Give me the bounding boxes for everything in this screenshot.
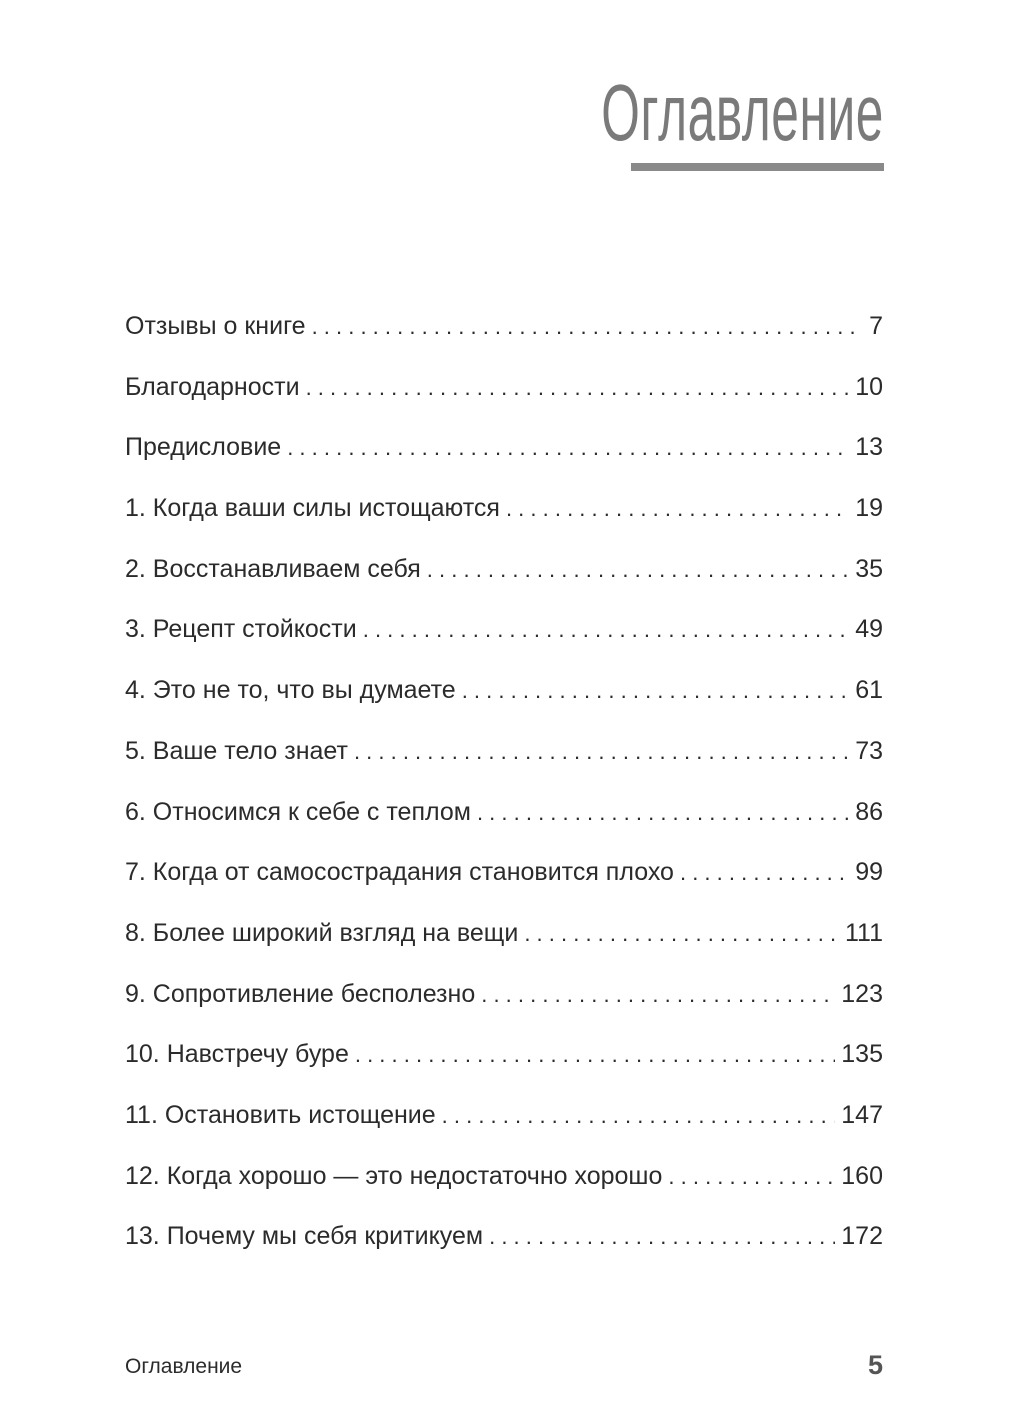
toc-entry-title: Отзывы о книге [125, 312, 306, 340]
toc-entry-title: 6. Относимся к себе с теплом [125, 797, 471, 826]
toc-entry-chapter-6[interactable] [125, 787, 883, 848]
toc-entry-foreword[interactable] [125, 422, 883, 483]
toc-entry-chapter-3[interactable] [125, 604, 883, 665]
dot-leader [363, 605, 849, 655]
dot-leader [442, 1091, 836, 1141]
dot-leader [668, 1152, 835, 1202]
toc-entry-chapter-1[interactable] [125, 483, 883, 544]
toc-entry-reviews[interactable] [125, 301, 883, 362]
dot-leader [427, 545, 849, 595]
dot-leader [506, 484, 849, 534]
toc-entry-title: 2. Восстанавливаем себя [125, 554, 421, 583]
toc-entry-page: 172 [841, 1222, 883, 1251]
toc-entry-page: 147 [841, 1100, 883, 1129]
page-title: Оглавление [601, 68, 884, 157]
toc-entry-chapter-10[interactable] [125, 1029, 883, 1090]
toc-entry-chapter-13[interactable] [125, 1211, 883, 1272]
toc-entry-acknowledgements[interactable] [125, 362, 883, 423]
toc-entry-page: 61 [855, 676, 883, 705]
toc-entry-page: 123 [841, 979, 883, 1008]
toc-entry-page: 160 [841, 1161, 883, 1190]
toc-entry-page: 99 [855, 858, 883, 887]
toc-entry-chapter-8[interactable] [125, 908, 883, 969]
toc-entry-title: 11. Остановить истощение [125, 1100, 436, 1129]
toc-entry-title: 5. Ваше тело знает [125, 736, 348, 765]
toc-entry-chapter-12[interactable] [125, 1151, 883, 1212]
dot-leader [312, 302, 864, 352]
dot-leader [680, 848, 849, 898]
dot-leader [481, 970, 835, 1020]
toc-entry-page: 19 [855, 494, 883, 523]
dot-leader [477, 788, 849, 838]
toc-entry-page: 7 [869, 312, 883, 340]
toc-entry-title: 3. Рецепт стойкости [125, 615, 357, 644]
toc-entry-title: 8. Более широкий взгляд на вещи [125, 918, 519, 947]
toc-entry-title: 13. Почему мы себя критикуем [125, 1222, 484, 1251]
dot-leader [524, 909, 839, 959]
title-underline [631, 163, 884, 171]
toc-entry-chapter-4[interactable] [125, 665, 883, 726]
dot-leader [489, 1212, 835, 1262]
toc-entry-title: 10. Навстречу буре [125, 1040, 349, 1069]
toc-entry-page: 35 [855, 554, 883, 583]
toc-entry-chapter-5[interactable] [125, 726, 883, 787]
toc-entry-page: 111 [844, 918, 883, 947]
toc-entry-title: Благодарности [125, 372, 300, 401]
toc-entry-page: 10 [855, 372, 883, 401]
running-footer-label: Оглавление [125, 1355, 243, 1378]
toc-entry-title: 12. Когда хорошо — это недостаточно хорошо [125, 1161, 663, 1190]
dot-leader [355, 1030, 835, 1080]
toc-entry-chapter-11[interactable] [125, 1090, 883, 1151]
dot-leader [287, 423, 849, 473]
toc-entry-title: Предисловие [125, 433, 282, 462]
toc-entry-title: 7. Когда от самосострадания становится плохо [125, 858, 674, 887]
toc-entry-chapter-7[interactable] [125, 847, 883, 908]
toc-entry-page: 73 [855, 736, 883, 765]
table-of-contents [125, 301, 883, 1272]
page-number: 5 [867, 1350, 883, 1380]
toc-entry-title: 9. Сопротивление бесполезно [125, 979, 476, 1008]
dot-leader [306, 363, 850, 413]
dot-leader [354, 727, 849, 777]
toc-entry-page: 135 [841, 1040, 883, 1069]
toc-entry-page: 49 [855, 615, 883, 644]
dot-leader [462, 666, 849, 716]
toc-entry-chapter-2[interactable] [125, 544, 883, 605]
toc-entry-page: 13 [855, 433, 883, 462]
toc-entry-title: 1. Когда ваши силы истощаются [125, 494, 500, 523]
toc-entry-chapter-9[interactable] [125, 969, 883, 1030]
toc-entry-title: 4. Это не то, что вы думаете [125, 676, 456, 705]
toc-entry-page: 86 [855, 797, 883, 826]
